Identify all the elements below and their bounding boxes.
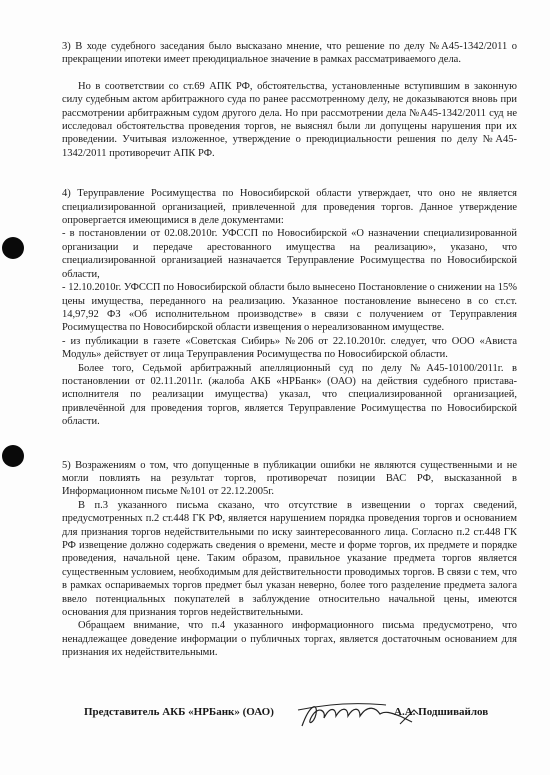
signature-block (84, 706, 524, 736)
paragraph-4-item-1: - в постановлении от 02.08.2010г. УФССП по Новосибирской «О назначении специализированной организации и передаче арестованного имущества на реализацию», указано, что специализированной организацией назначается Теруправление Росимущества по Новосибирской области, (62, 228, 517, 280)
punch-hole (2, 445, 24, 467)
document-body (62, 40, 517, 660)
signatory-label: Представитель АКБ «НРБанк» (ОАО) (84, 706, 274, 718)
paragraph-4-intro: 4) Теруправление Росимущества по Новосибирской области утверждает, что оно не является специализированной организацией, привлеченной для проведения торгов. Данное утверждение опровергается имеющимися в деле документами: (62, 188, 517, 227)
signatory-name: А.А. Подшивайлов (394, 706, 489, 718)
paragraph-4-item-2: - 12.10.2010г. УФССП по Новосибирской области было вынесено Постановление о снижении на 15% цены имущества, переданного на реализацию. Указанное постановление вынесено в со ст.ст. 14,97,92 ФЗ «Об исполнительном производстве» в связи с получением от Теруправления Росимущества по Новосибирской области извещения о нереализованном имуществе. (62, 282, 517, 334)
punch-hole (2, 237, 24, 259)
paragraph-4-item-3: - из публикации в газете «Советская Сибирь» №206 от 22.10.2010г. следует, что ООО «Ависта Модуль» действует от лица Теруправления Росимущества по Новосибирской области. (62, 335, 517, 361)
paragraph-5-conclusion: Обращаем внимание, что п.4 указанного информационного письма предусмотрено, что ненадлежащее доведение информации о публичных торгах, является достаточным основанием для признания их недействительными. (62, 620, 517, 659)
paragraph-3-intro: 3) В ходе судебного заседания было высказано мнение, что решение по делу №А45-1342/2011 о прекращении ипотеки имеет преюдициальное значение в рамках рассматриваемого дела. (62, 41, 517, 66)
paragraph-4-conclusion: Более того, Седьмой арбитражный апелляционный суд по делу №А45-10100/2011г. в постановлении от 02.11.2011г. (жалоба АКБ «НРБанк» (ОАО) на действия судебного пристава-исполнителя по реализации имущества) указал, что специализированной организацией, привлечённой для проведения торгов, является Теруправление Росимущества по Новосибирской области. (62, 362, 517, 428)
paragraph-3-argument: Но в соответствии со ст.69 АПК РФ, обстоятельства, установленные вступившим в законную силу судебным актом арбитражного суда по ранее рассмотренному делу, не доказываются вновь при рассмотрении арбитражным судом другого дела. Но при рассмотрении дела №А45-1342/2011 суд не исследовал обстоятельства проведения торгов, не выяснял были ли допущены нарушения при их проведении. Учитывая изложенное, утверждение о преюдициальности решения по делу №А45-1342/2011 противоречит АПК РФ. (62, 80, 517, 159)
paragraph-5-argument: В п.3 указанного письма сказано, что отсутствие в извещении о торгах сведений, предусмотренных п.2 ст.448 ГК РФ, является нарушением порядка проведения торгов и основанием для признания торгов недействительными по иску заинтересованного лица. Согласно п.2 ст.448 ГК РФ извещение должно содержать сведения о времени, месте и форме торгов, их предмете и порядке проведения, начальной цене. Таким образом, правильное указание предмета торгов является существенным условием, необходимым для действительности проводимых торгов. В связи с тем, что в рамках оспариваемых торгов предмет был указан неверно, более того разделение предмета залога ввело потенциальных покупателей в заблуждение относительно начальной цены, имеются основания для признания торгов недействительными. (62, 499, 517, 619)
paragraph-5-intro: 5) Возражениям о том, что допущенные в публикации ошибки не являются существенными и не могли повлиять на результат торгов, противоречат позиции ВАС РФ, высказанной в Информационном письме №101 от 22.12.2005г. (62, 459, 517, 498)
